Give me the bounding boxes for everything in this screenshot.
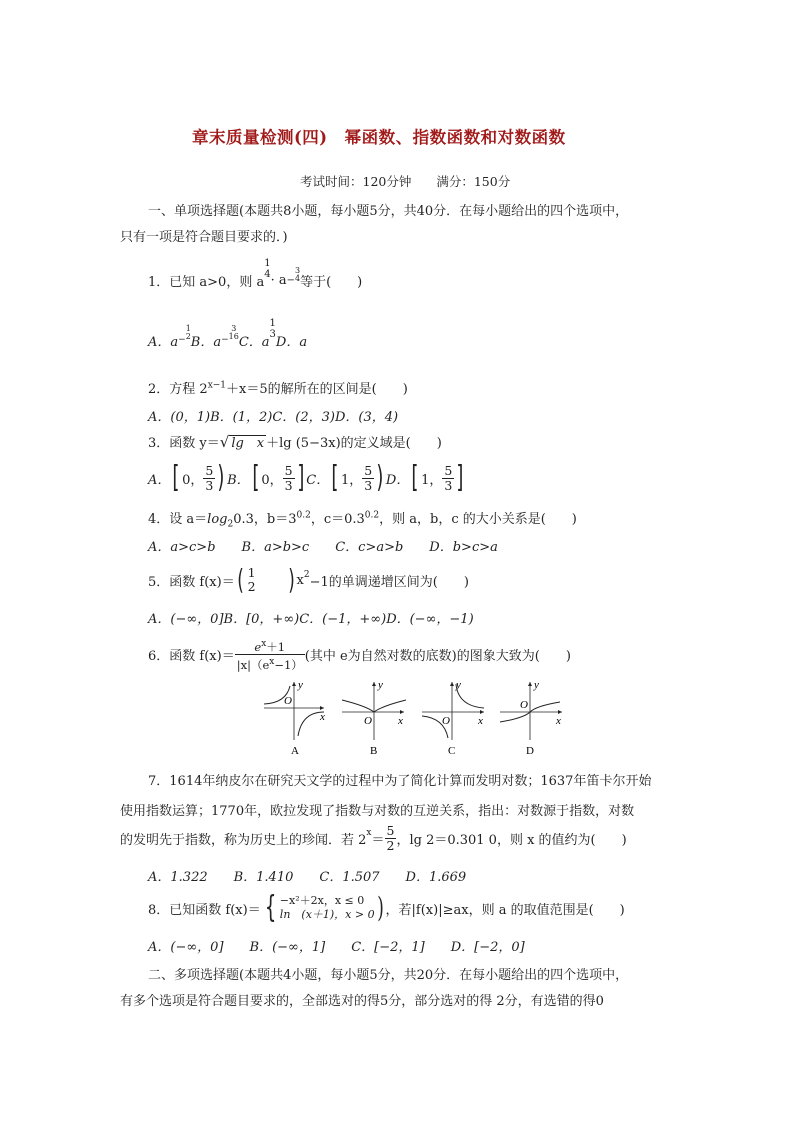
q1-opt-a-den: 2 <box>185 332 191 341</box>
q3-opt-a-lbracket: [ <box>172 460 180 495</box>
q6-den-sup: x <box>269 656 275 667</box>
q4-log: log <box>207 512 228 527</box>
q3-text-a: 3．函数 y＝ <box>148 436 220 451</box>
q1-options <box>148 320 307 360</box>
q3-opt-c-lbracket: [ <box>331 460 339 495</box>
q1-exp2-num: 3 <box>294 266 301 275</box>
q1-opt-b-num: 3 <box>231 324 237 333</box>
question-3 <box>148 432 442 451</box>
q3-opt-a: A． <box>148 472 171 488</box>
q3-opt-c-frac <box>362 464 374 493</box>
q8-text-a: 8．已知函数 f(x)＝ <box>148 902 261 918</box>
q1-opt-c-den: 3 <box>269 329 276 340</box>
q5-options: A．(−∞，0]B．[0，+∞)C．(−1，+∞)D．(−∞，−1) <box>148 612 474 627</box>
q8-rparen: ) <box>376 891 384 924</box>
q3-opt-b-start: 0， <box>261 472 283 488</box>
q5-text-a: 5．函数 f(x)＝ <box>148 574 235 590</box>
q8-options: A．(−∞，0] B．(−∞，1] C．[−2，1] D．[−2，0] <box>148 940 525 955</box>
q4-options: A．a>c>b B．a>b>c C．c>a>b D．b>c>a <box>148 540 498 555</box>
q3-opt-c: C． <box>306 472 330 488</box>
q8-text-b: ，若|f(x)|≥ax，则 a 的取值范围是( ) <box>385 902 625 918</box>
q1-opt-c: C．a <box>238 334 270 350</box>
graph-d-origin: O <box>520 699 528 711</box>
q7-line3-a: 的发明先于指数，称为历史上的珍闻．若 2 <box>120 832 367 848</box>
graph-b-origin: O <box>364 715 372 727</box>
q1-opt-d: D．a <box>275 334 308 350</box>
page-title: 章末质量检测(四) 幂函数、指数函数和对数函数 <box>192 128 566 147</box>
graph-a-label: A <box>291 745 299 757</box>
graph-a-x-label: x <box>320 711 325 723</box>
q1-dot: · a <box>270 272 287 288</box>
q1-text-b: 等于( ) <box>300 274 363 290</box>
graph-a-origin: O <box>284 695 292 707</box>
q7-options: A．1.322 B．1.410 C．1.507 D．1.669 <box>148 870 467 885</box>
q3-opt-c-rbracket: ) <box>376 460 384 495</box>
graph-d-label: D <box>526 745 534 757</box>
q4-log-sub: 2 <box>227 519 234 530</box>
graph-b-x-label: x <box>398 715 403 727</box>
graph-c-y-label: y <box>456 679 461 691</box>
q7-line2: 使用指数运算；1770年，欧拉发现了指数与对数的互逆关系，指出：对数源于指数，对数 <box>120 804 635 819</box>
q1-opt-a-sign: − <box>178 335 186 345</box>
q3-opt-d-frac <box>442 464 454 493</box>
q1-opt-c-num: 1 <box>269 318 276 329</box>
q3-opt-c-start: 1， <box>340 472 363 488</box>
q1-opt-a: A．a <box>148 334 179 350</box>
q7-line3-b: ＝ <box>371 832 385 848</box>
q3-frac-den-b: 3 <box>284 477 293 493</box>
q2-text-b: ＋x＝5的解所在的区间是( ) <box>226 382 408 397</box>
q5-frac-num: 1 <box>247 565 256 580</box>
q6-num-e: e <box>254 639 262 654</box>
q3-opt-d-rbracket: ] <box>456 460 464 495</box>
question-4 <box>148 508 577 530</box>
q7-frac-den: 2 <box>386 837 395 853</box>
q8-case2: ln (x＋1)，x > 0 <box>279 908 375 921</box>
q3-frac-den-d: 3 <box>444 477 453 493</box>
graph-d-x-label: x <box>556 715 561 727</box>
section2-line1: 二、多项选择题(本题共4小题，每小题5分，共20分．在每小题给出的四个选项中， <box>148 968 629 983</box>
q3-opt-b-lbracket: [ <box>251 460 259 495</box>
q4-sup1: 0.2 <box>296 510 311 521</box>
q6-denominator <box>235 655 305 672</box>
q1-opt-b-exp <box>229 325 239 341</box>
q5-sup: 2 <box>303 570 310 580</box>
q6-num-sup: x <box>261 638 267 649</box>
q8-case1: −x²＋2x，x ≤ 0 <box>279 894 365 907</box>
q3-opt-d-start: 1， <box>421 472 443 488</box>
q3-opt-a-rbracket: ) <box>217 460 225 495</box>
graph-c-label: C <box>448 745 456 757</box>
q2-options: A．(0，1)B．(1，2)C．(2，3)D．(3，4) <box>148 410 399 425</box>
q3-frac-den-a: 3 <box>205 477 214 493</box>
q3-text-b: ＋lg (5−3x)的定义域是( ) <box>266 436 442 451</box>
question-5 <box>148 562 469 598</box>
q3-frac-num-a: 5 <box>205 462 214 478</box>
q4-text-a: 4．设 a＝ <box>148 512 208 527</box>
q6-numerator <box>235 637 305 655</box>
q3-opt-d-lbracket: [ <box>411 460 419 495</box>
q6-text-a: 6．函数 f(x)＝ <box>148 648 235 664</box>
q3-options <box>148 460 466 496</box>
q5-lparen: ( <box>236 563 244 596</box>
graph-b-label: B <box>370 745 378 757</box>
q6-den-rest: −1） <box>274 657 303 672</box>
q6-fraction <box>235 637 305 672</box>
question-8 <box>148 890 625 926</box>
graph-d-y-label: y <box>534 679 539 691</box>
graph-c-x-label: x <box>478 715 483 727</box>
q5-rparen: ) <box>287 563 295 596</box>
graph-b[interactable] <box>342 679 406 757</box>
q5-frac-den: 2 <box>247 579 256 594</box>
q1-text-a: 1．已知 a>0，则 a <box>148 274 265 290</box>
q5-text-b: x <box>296 572 304 588</box>
q6-den: |x|（e <box>236 657 270 672</box>
q1-opt-a-num: 1 <box>185 324 191 333</box>
q1-exp2-den: 4 <box>294 274 301 283</box>
q3-frac-num-b: 5 <box>284 462 293 478</box>
q2-sup: x−1 <box>207 380 227 391</box>
section1-heading-line2: 只有一项是符合题目要求的．) <box>120 230 288 245</box>
q3-opt-b: B． <box>227 472 250 488</box>
q4-sup2: 0.2 <box>364 510 380 521</box>
section1-heading-line1: 一、单项选择题(本题共8小题，每小题5分，共40分．在每小题给出的四个选项中， <box>148 204 629 219</box>
q3-frac-num-c: 5 <box>364 462 373 478</box>
graph-d[interactable] <box>500 679 562 757</box>
q3-opt-a-start: 0， <box>182 472 204 488</box>
q6-num-rest: ＋1 <box>266 639 286 654</box>
q3-sqrt-inner: lg x <box>231 436 265 451</box>
question-6 <box>148 636 571 672</box>
q5-text-c: −1的单调递增区间为( ) <box>309 574 469 590</box>
q3-opt-a-frac <box>203 464 215 493</box>
exam-info: 考试时间：120分钟 满分：150分 <box>300 174 511 189</box>
q3-opt-b-rbracket: ] <box>296 460 304 495</box>
q1-exp1-num: 1 <box>264 258 271 269</box>
q7-frac-num: 5 <box>386 822 395 838</box>
graph-a[interactable] <box>264 679 325 757</box>
q4-text-d: ，则 a，b，c 的大小关系是( ) <box>379 512 577 527</box>
q1-opt-b-den: 16 <box>228 332 239 341</box>
q3-opt-d: D． <box>385 472 410 488</box>
q1-opt-b-sign: − <box>221 335 229 345</box>
q7-line3-c: ，lg 2＝0.301 0，则 x 的值约为( ) <box>396 832 627 848</box>
q7-line3-sup: x <box>366 828 372 838</box>
question-2 <box>148 378 408 397</box>
q3-opt-b-frac <box>283 464 295 493</box>
q2-text-a: 2．方程 2 <box>148 382 208 397</box>
q7-line3 <box>120 820 627 856</box>
q4-text-c: ，c＝0.3 <box>310 512 365 527</box>
graph-a-y-label: y <box>298 679 303 691</box>
q6-text-b: (其中 e为自然对数的底数)的图象大致为( ) <box>304 648 571 664</box>
q3-frac-num-d: 5 <box>444 462 453 478</box>
q7-line1: 7．1614年纳皮尔在研究天文学的过程中为了简化计算而发明对数；1637年笛卡尔开始 <box>148 774 652 789</box>
q1-exp1-den: 4 <box>264 269 271 280</box>
question-1 <box>148 258 362 302</box>
q8-brace: { <box>264 890 276 925</box>
q5-frac <box>246 566 258 594</box>
graph-b-y-label: y <box>378 679 383 691</box>
graph-c[interactable] <box>422 679 484 757</box>
q3-sqrt-sign: √ <box>219 433 230 451</box>
graph-c-origin: O <box>442 715 450 727</box>
q7-frac <box>385 824 397 853</box>
q8-cases <box>280 894 375 922</box>
q3-frac-den-c: 3 <box>364 477 373 493</box>
q4-text-b: 0.3，b＝3 <box>233 512 297 527</box>
q6-graphs <box>258 678 568 758</box>
q1-exp2-sign: − <box>286 274 295 286</box>
q1-opt-b: B．a <box>190 334 222 350</box>
section2-line2: 有多个选项是符合题目要求的，全部选对的得5分，部分选对的得 2分，有选错的得0 <box>120 994 604 1009</box>
